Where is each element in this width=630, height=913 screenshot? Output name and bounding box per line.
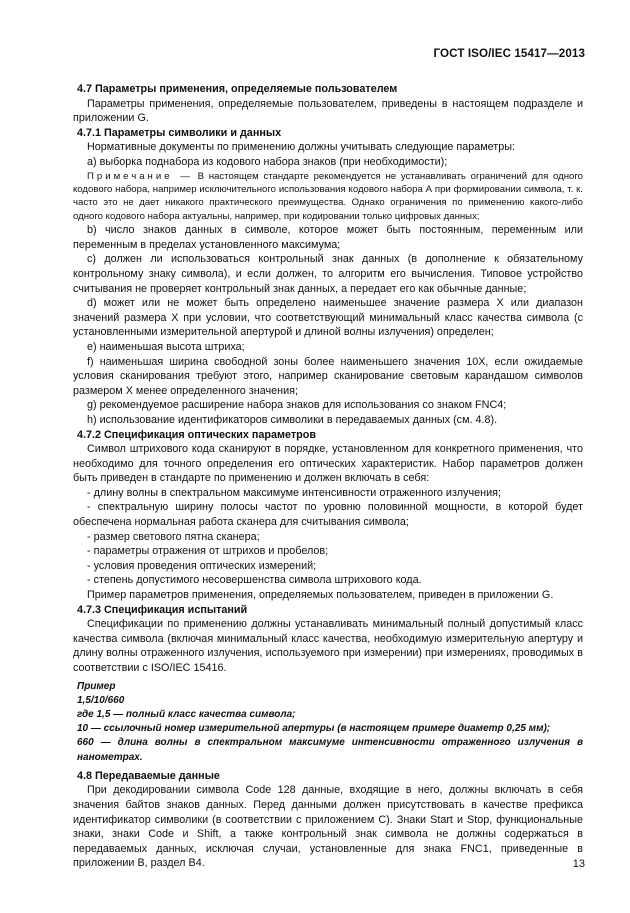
section-4-7-1-heading: 4.7.1 Параметры символики и данных [77, 126, 282, 139]
section-4-7-2-example-ref: Пример параметров применения, определяемых пользователем, приведен в приложении G. [87, 589, 554, 602]
example-title: Пример [77, 680, 116, 692]
item-g: g) рекомендуемое расширение набора знаков для использования со знаком FNC4; [87, 399, 507, 412]
example-line-3: 660 — длина волны в спектральном максимуме интенсивности отраженного излучения в нанометрах. [77, 737, 583, 763]
optical-list-item: - условия проведения оптических измерений; [87, 559, 317, 572]
example-line-2: 10 — ссылочный номер измерительной апертуры (в настоящем примере диаметр 0,25 мм); [77, 723, 551, 735]
optical-list-item: - длину волны в спектральном максимуме интенсивности отраженного излучения; [87, 486, 501, 499]
page-body [73, 82, 583, 871]
document-header: ГОСТ ISO/IEC 15417—2013 [433, 47, 585, 60]
item-c: с) должен ли использоваться контрольный знак данных (в дополнение к обязательному контрольному знаку символа), и если должен, то алгоритм его вычисления. Типовое устройство считывания не проверяет контрольный знак данных, а передает его как обычные данные; [73, 253, 583, 295]
section-4-7-3-text: Спецификации по применению должны устанавливать минимальный полный допустимый класс качества символа (включая минимальный класс качества, необходимую измерительную апертуру и длину волны отраженного излучения, используемого при измерении) при измерениях, проводимых в соответствии с ISO/IEC 15416. [73, 618, 583, 674]
section-4-7-2-intro: Символ штрихового кода сканируют в порядке, установленном для конкретного применения, что необходимо для точного определения его оптических характеристик. Набор параметров должен быть приведен в стандарте по применению и должен включать в себя: [73, 443, 583, 485]
section-4-7-intro: Параметры применения, определяемые пользователем, приведены в настоящем подразделе и приложении G. [73, 97, 583, 125]
optical-list-item: - спектральную ширину полосы частот по уровню половинной мощности, в которой будет обеспечена нормальная работа сканера для считывания символа; [73, 501, 583, 529]
optical-list-item: - степень допустимого несовершенства символа штрихового кода. [87, 574, 422, 587]
item-f: f) наименьшая ширина свободной зоны более наименьшего значения 10X, если ожидаемые условия сканирования требуют этого, например сканирование световым карандашом символов размером X менее определенного значения; [73, 355, 583, 397]
note-text: В настоящем стандарте рекомендуется не устанавливать ограничений для одного кодового набора, например исключительного использования кодового набора А при формировании символа, т. к. часто это не дает никакого практического преимущества. Однако ограничения по применению какого-либо одного кодового набора актуальны, например, при кодировании только цифровых данных; [73, 170, 583, 222]
item-h: h) использование идентификаторов символики в передаваемых данных (см. 4.8). [87, 413, 498, 426]
item-d: d) может или не может быть определено наименьшее значение размера X или диапазон значений размера X при условии, что соответствующий минимальный класс качества символа (с установленными измерительной апертурой и длиной волны излучения) определен; [73, 297, 583, 339]
section-4-8-heading: 4.8 Передаваемые данные [77, 769, 220, 782]
example-block [73, 680, 583, 765]
section-4-7-2-heading: 4.7.2 Спецификация оптических параметров [77, 428, 316, 441]
section-4-7-3-heading: 4.7.3 Спецификация испытаний [77, 603, 248, 616]
note-paragraph [73, 170, 583, 224]
note-lead: Примечание — [87, 170, 193, 182]
optical-list-item: - параметры отражения от штрихов и пробелов; [87, 545, 329, 558]
section-4-7-heading: 4.7 Параметры применения, определяемые пользователем [77, 83, 398, 95]
example-value: 1,5/10/660 [77, 694, 125, 706]
optical-list-item: - размер светового пятна сканера; [87, 530, 260, 543]
example-line-1: где 1,5 — полный класс качества символа; [77, 709, 296, 720]
section-4-8-text: При декодировании символа Code 128 данные, входящие в него, должны включать в себя значения байтов знаков данных. Перед данными должен присутствовать в качестве префикса идентификатор символики (в соответствии с приложением С). Знаки Start и Stop, функциональные знаки, знаки Code и Shift, а также контрольный знак символа не должны содержаться в передаваемых данных, исключая случаи, установленные для знака FNC1, приведенные в приложении В, раздел В4. [73, 784, 583, 870]
item-e: е) наименьшая высота штриха; [87, 340, 245, 353]
item-b: b) число знаков данных в символе, которое может быть постоянным, переменным или переменным в пределах установленного максимума; [73, 224, 583, 251]
item-a: а) выборка поднабора из кодового набора знаков (при необходимости); [87, 155, 448, 168]
page-number: 13 [572, 858, 585, 870]
section-4-7-1-intro: Нормативные документы по применению должны учитывать следующие параметры: [87, 141, 516, 154]
